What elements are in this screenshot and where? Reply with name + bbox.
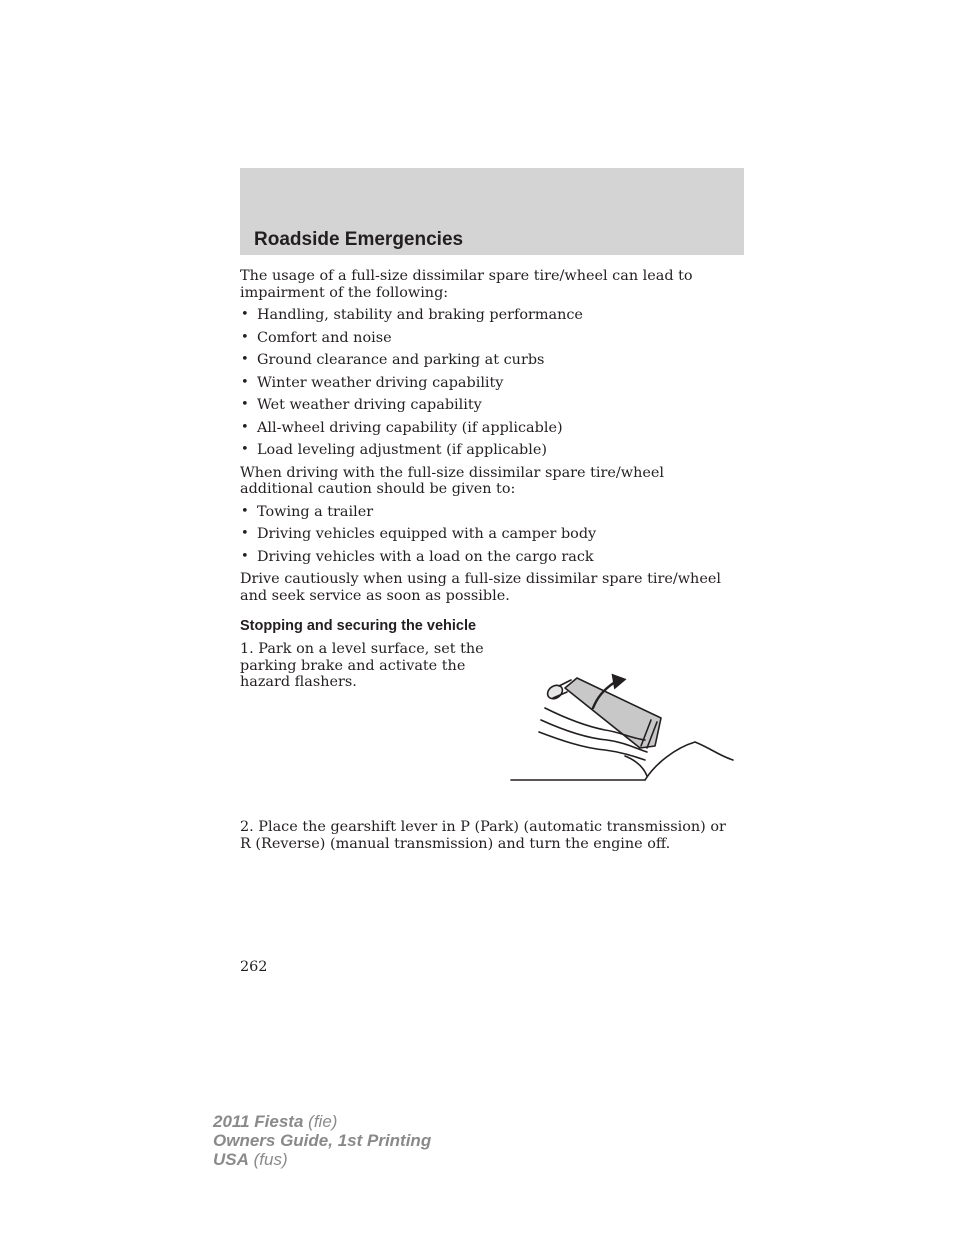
impairment-list xyxy=(240,307,730,465)
parking-brake-illustration xyxy=(505,668,737,784)
list-item: • Ground clearance and parking at curbs xyxy=(241,352,545,368)
list-item: • Driving vehicles with a load on the cargo rack xyxy=(241,548,594,565)
footer-line-2: Owners Guide, 1st Printing xyxy=(213,1131,432,1150)
page-number: 262 xyxy=(240,959,268,975)
bullet-icon: • xyxy=(241,442,249,457)
footer-line-3: USA (fus) xyxy=(213,1150,288,1169)
list-item: • Handling, stability and braking performance xyxy=(241,307,583,323)
section-title: Roadside Emergencies xyxy=(254,229,464,250)
main-content xyxy=(240,268,730,604)
list-item: • Towing a trailer xyxy=(241,503,374,520)
list-item: • Wet weather driving capability xyxy=(241,397,482,413)
list-item: • Winter weather driving capability xyxy=(241,374,504,391)
bullet-icon: • xyxy=(241,374,249,390)
intro-paragraph: The usage of a full-size dissimilar spare tire/wheel can lead to impairment of the following: xyxy=(240,268,693,301)
bullet-icon: • xyxy=(241,352,249,367)
bullet-icon: • xyxy=(241,307,249,322)
step-2-text: 2. Place the gearshift lever in P (Park) (automatic transmission) or R (Reverse) (manual transmission) and turn the engine off. xyxy=(240,819,726,852)
list-item: • Comfort and noise xyxy=(241,329,392,346)
bullet-icon: • xyxy=(241,526,249,541)
bullet-icon: • xyxy=(241,503,249,519)
subsection-heading: Stopping and securing the vehicle xyxy=(240,618,477,634)
closing-paragraph: Drive cautiously when using a full-size dissimilar spare tire/wheel and seek service as soon as possible. xyxy=(240,571,721,604)
bullet-icon: • xyxy=(241,419,249,435)
list-item: • Driving vehicles equipped with a camper body xyxy=(241,526,597,542)
caution-paragraph: When driving with the full-size dissimilar spare tire/wheel additional caution should be given to: xyxy=(240,464,664,497)
document-footer xyxy=(213,1112,431,1169)
list-item: • Load leveling adjustment (if applicable) xyxy=(241,442,547,458)
section-header-band xyxy=(240,168,744,255)
bullet-icon: • xyxy=(241,329,249,345)
bullet-icon: • xyxy=(241,548,249,564)
footer-line-1: 2011 Fiesta (fie) xyxy=(213,1112,338,1131)
bullet-icon: • xyxy=(241,397,249,412)
step-1-text: 1. Park on a level surface, set the parking brake and activate the hazard flashers. xyxy=(240,641,484,690)
list-item: • All-wheel driving capability (if applicable) xyxy=(241,419,563,436)
caution-list xyxy=(240,504,730,572)
